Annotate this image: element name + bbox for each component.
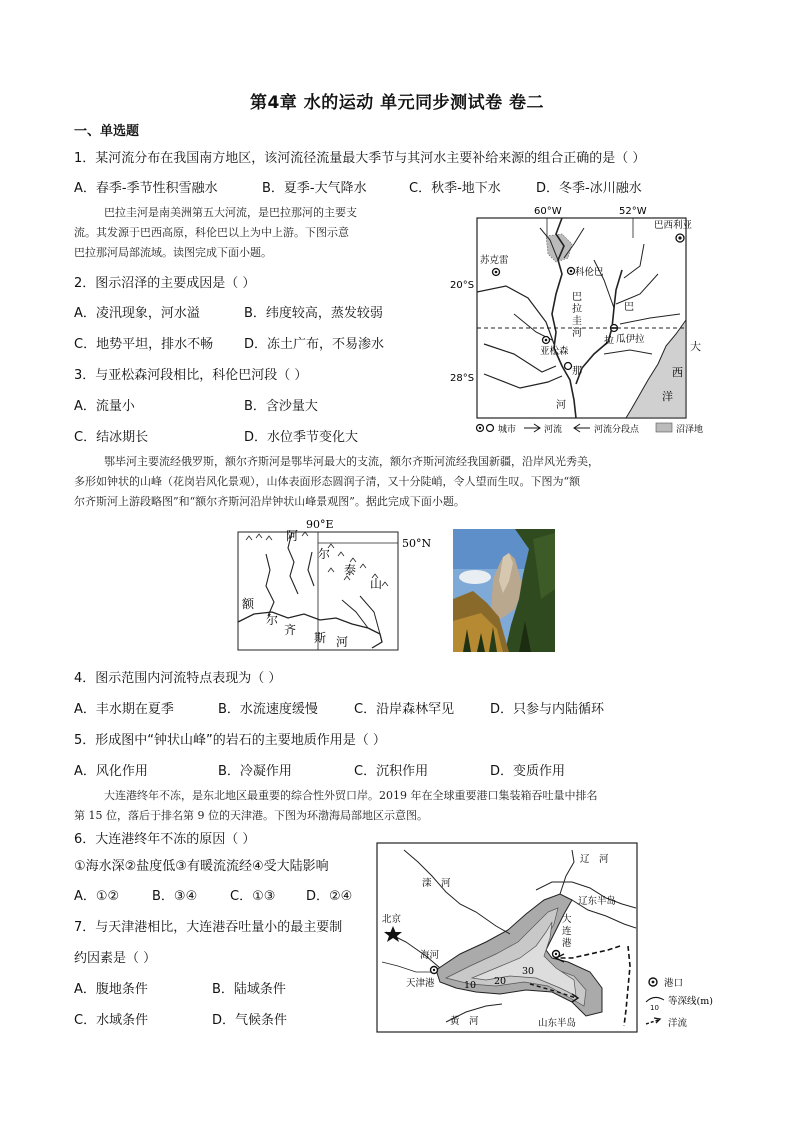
q7-option-d[interactable]: D．气候条件	[212, 1013, 288, 1028]
q7-option-a[interactable]: A．腹地条件	[74, 982, 148, 997]
parana-basin-map	[444, 204, 720, 436]
legend-city: 城市	[498, 425, 517, 435]
q6-option-d[interactable]: D．②④	[306, 889, 353, 904]
map2-char-er2: 尔	[266, 613, 279, 627]
river-char-1: 巴	[572, 292, 582, 303]
river-char-8: 河	[556, 400, 566, 411]
lat-20s-label: 20°S	[450, 280, 475, 291]
bell-peak-photo	[453, 529, 555, 652]
lon-52w-label: 52°W	[619, 206, 647, 217]
passage-2-line-1: 鄂毕河主要流经俄罗斯，额尔齐斯河是鄂毕河最大的支流，额尔齐斯河流经我国新疆，沿岸风光秀美，	[104, 455, 599, 468]
question-7-stem-line-1: 7．与天津港相比，大连港吞吐量小的最主要制	[74, 920, 343, 935]
label-dalian-1: 大	[562, 914, 572, 925]
label-shandong: 山东半岛	[538, 1018, 577, 1029]
passage-2-line-3: 尔齐斯河上游段略图”和“额尔齐斯河沿岸钟状山峰景观图”。据此完成下面小题。	[74, 495, 465, 508]
svg-text:10: 10	[650, 1004, 659, 1012]
legend-current: 洋流	[668, 1018, 688, 1029]
q2-option-d[interactable]: D．冻土广布，不易渗水	[244, 337, 385, 352]
lon-60w-label: 60°W	[534, 206, 562, 217]
q2-option-b[interactable]: B．纬度较高，蒸发较弱	[244, 306, 383, 321]
bohai-map-legend	[644, 972, 724, 1032]
city-sucre: 苏克雷	[480, 255, 509, 266]
legend-swamp: 沼泽地	[676, 425, 704, 435]
q2-option-c[interactable]: C．地势平坦，排水不畅	[74, 337, 214, 352]
map2-char-si: 斯	[314, 631, 327, 645]
question-1-stem: 1．某河流分布在我国南方地区，该河流径流量最大季节与其河水主要补给来源的组合正确的是（ ）	[74, 151, 646, 166]
q3-option-d[interactable]: D．水位季节变化大	[244, 430, 359, 445]
map2-char-e: 额	[242, 597, 255, 611]
q1-option-a[interactable]: A．春季-季节性积雪融水	[74, 181, 218, 196]
q5-option-c[interactable]: C．沉积作用	[354, 764, 429, 779]
q3-option-a[interactable]: A．流量小	[74, 399, 135, 414]
q1-option-c[interactable]: C．秋季-地下水	[409, 181, 501, 196]
legend-river: 河流	[544, 425, 563, 435]
city-corumba: 科伦巴	[575, 267, 604, 278]
question-6-statements: ①海水深②盐度低③有暖流流经④受大陆影响	[74, 859, 329, 874]
label-hai-river: 海河	[420, 950, 440, 961]
label-dalian-3: 港	[562, 938, 572, 949]
map2-char-tai: 泰	[344, 563, 357, 577]
river-char-3: 圭	[572, 316, 582, 327]
lat-28s-label: 28°S	[450, 373, 475, 384]
ocean-char-3: 洋	[662, 390, 673, 403]
label-dalian-2: 连	[562, 926, 572, 937]
lat-50n-label: 50°N	[402, 537, 432, 550]
river-char-7: 那	[572, 366, 582, 377]
river-char-6: 拉	[604, 336, 614, 347]
q1-option-d[interactable]: D．冬季-冰川融水	[536, 181, 642, 196]
passage-1-line-2: 流。其发源于巴西高原，科伦巴以上为中上游。下图示意	[74, 226, 349, 239]
question-6-stem: 6．大连港终年不冻的原因（ ）	[74, 832, 256, 847]
q2-option-a[interactable]: A．凌汛现象，河水溢	[74, 306, 200, 321]
question-2-stem: 2．图示沼泽的主要成因是（ ）	[74, 276, 256, 291]
river-char-2: 拉	[572, 304, 582, 315]
passage-2-line-2: 多形如钟状的山峰（花岗岩风化景观），山体表面形态圆润子清，又十分陡峭，令人望而生叹。下图为“额	[74, 475, 581, 488]
q5-option-a[interactable]: A．风化作用	[74, 764, 148, 779]
question-3-stem: 3．与亚松森河段相比，科伦巴河段（ ）	[74, 368, 308, 383]
passage-3-line-1: 大连港终年不冻，是东北地区最重要的综合性外贸口岸。2019 年在全球重要港口集装箱吞吐量中排名	[104, 789, 598, 802]
label-isobath-10: 10	[464, 980, 477, 991]
map2-char-er: 尔	[318, 547, 331, 561]
irtysh-map	[232, 516, 444, 656]
city-guaira: 瓜伊拉	[616, 334, 645, 345]
page-title: 第4章 水的运动 单元同步测试卷 卷二	[249, 93, 545, 113]
q6-option-c[interactable]: C．①③	[230, 889, 276, 904]
section-heading: 一、单选题	[74, 124, 140, 139]
passage-3-line-2: 第 15 位，落后于排名第 9 位的天津港。下图为环渤海局部地区示意图。	[74, 809, 428, 822]
q3-option-c[interactable]: C．结冰期长	[74, 430, 149, 445]
question-7-stem-line-2: 约因素是（ ）	[74, 951, 157, 966]
label-luan-river: 滦 河	[422, 878, 451, 889]
passage-1-line-1: 巴拉圭河是南美洲第五大河流，是巴拉那河的主要支	[104, 206, 357, 219]
label-yellow-river: 黄 河	[450, 1016, 479, 1027]
city-brasilia: 巴西利亚	[654, 220, 693, 231]
q4-option-d[interactable]: D．只参与内陆循环	[490, 702, 605, 717]
label-tianjin-port: 天津港	[406, 978, 435, 989]
q4-option-a[interactable]: A．丰水期在夏季	[74, 702, 174, 717]
legend-isobath: 等深线(m)	[668, 996, 713, 1007]
passage-1-line-3: 巴拉那河局部流域。读图完成下面小题。	[74, 246, 272, 259]
map2-char-he: 河	[336, 635, 349, 649]
q5-option-b[interactable]: B．冷凝作用	[218, 764, 292, 779]
q4-option-c[interactable]: C．沿岸森林罕见	[354, 702, 455, 717]
label-liaodong: 辽东半岛	[578, 896, 617, 907]
map2-char-qi: 齐	[284, 623, 297, 637]
river-char-4: 河	[572, 328, 582, 339]
q4-option-b[interactable]: B．水流速度缓慢	[218, 702, 318, 717]
q6-option-a[interactable]: A．①②	[74, 889, 120, 904]
legend-split: 河流分段点	[594, 425, 640, 435]
lon-90e-label: 90°E	[306, 518, 334, 531]
q7-option-c[interactable]: C．水域条件	[74, 1013, 149, 1028]
map2-char-a: 阿	[286, 529, 299, 543]
bohai-region-map	[376, 842, 638, 1033]
label-liao-river: 辽 河	[580, 854, 609, 865]
city-asuncion: 亚松森	[540, 346, 569, 357]
q7-option-b[interactable]: B．陆域条件	[212, 982, 286, 997]
label-beijing: 北京	[382, 914, 402, 925]
legend-port: 港口	[664, 978, 684, 989]
map2-char-shan: 山	[370, 577, 383, 591]
q6-option-b[interactable]: B．③④	[152, 889, 198, 904]
question-4-stem: 4．图示范围内河流特点表现为（ ）	[74, 671, 282, 686]
ocean-char-1: 大	[690, 340, 701, 353]
q5-option-d[interactable]: D．变质作用	[490, 764, 566, 779]
question-5-stem: 5．形成图中“钟状山峰”的岩石的主要地质作用是（ ）	[74, 733, 386, 748]
ocean-char-2: 西	[672, 366, 683, 379]
river-char-5: 巴	[624, 302, 634, 313]
q1-option-b[interactable]: B．夏季-大气降水	[262, 181, 367, 196]
label-isobath-30: 30	[522, 966, 535, 977]
q3-option-b[interactable]: B．含沙量大	[244, 399, 318, 414]
label-isobath-20: 20	[494, 976, 507, 987]
